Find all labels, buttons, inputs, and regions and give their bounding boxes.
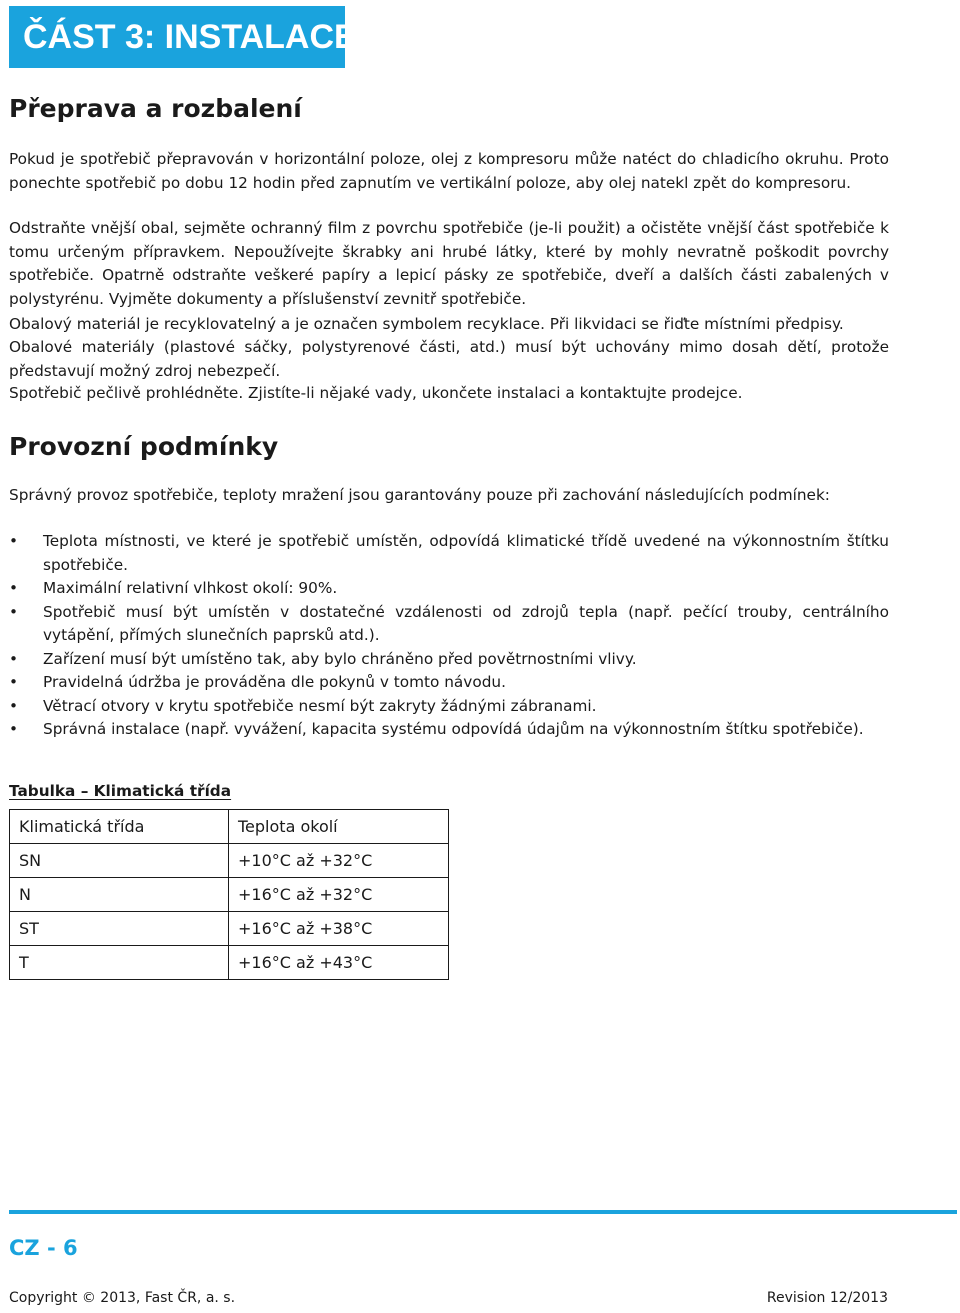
list-item: • Zařízení musí být umístěno tak, aby bylo chráněno před povětrnostními vlivy. <box>9 648 889 672</box>
paragraph-packaging-warning: Obalové materiály (plastové sáčky, polystyrenové části, atd.) musí být uchovány mimo dosah dětí, protože představují možný zdroj nebezpečí. <box>9 338 889 380</box>
conditions-list <box>9 530 889 742</box>
table-title: Tabulka – Klimatická třída <box>9 782 232 800</box>
table-cell: +16°C až +43°C <box>229 946 449 980</box>
table-row <box>10 878 449 912</box>
table-header-row <box>10 810 449 844</box>
table-cell: +10°C až +32°C <box>229 844 449 878</box>
conditions-intro: Správný provoz spotřebiče, teploty mražení jsou garantovány pouze při zachování následujících podmínek: <box>9 486 830 504</box>
table-row <box>10 912 449 946</box>
page-number: CZ - 6 <box>9 1236 78 1260</box>
table-header-cell: Klimatická třída <box>10 810 229 844</box>
list-item: • Spotřebič musí být umístěn v dostatečné vzdálenosti od zdrojů tepla (např. pečící trouby, centrálního vytápění, přímých slunečních paprsků atd.). <box>9 601 889 648</box>
table-cell: N <box>10 878 229 912</box>
table-cell: +16°C až +32°C <box>229 878 449 912</box>
list-item: • Větrací otvory v krytu spotřebiče nesmí být zakryty žádnými zábranami. <box>9 695 889 719</box>
paragraph-transport-oil: Pokud je spotřebič přepravován v horizontální poloze, olej z kompresoru může natéct do chladicího okruhu. Proto ponechte spotřebič po dobu 12 hodin před zapnutím ve vertikální poloze, aby olej natekl zpět do kompresoru. <box>9 150 889 192</box>
paragraph-recycling: Obalový materiál je recyklovatelný a je označen symbolem recyklace. Při likvidaci se řiďte místními předpisy. <box>9 315 844 333</box>
table-cell: +16°C až +38°C <box>229 912 449 946</box>
paragraph-unpacking: Odstraňte vnější obal, sejměte ochranný film z povrchu spotřebiče (je-li použit) a očistěte vnější část spotřebiče k tomu určeným přípravkem. Nepoužívejte škrabky ani hrubé látky, které by mohly nevratně poškodit povrchy spotřebiče. Opatrně odstraňte veškeré papíry a lepicí pásky ze spotřebiče, dveří a dalších části zabalených v polystyrénu. Vyjměte dokumenty a příslušenství zevnitř spotřebiče. <box>9 219 889 308</box>
heading-transport: Přeprava a rozbalení <box>9 94 302 123</box>
copyright-notice: Copyright © 2013, Fast ČR, a. s. <box>9 1290 236 1306</box>
section-banner: ČÁST 3: INSTALACE <box>9 6 345 68</box>
heading-operating-conditions: Provozní podmínky <box>9 432 279 461</box>
table-row <box>10 946 449 980</box>
list-item: • Správná instalace (např. vyvážení, kapacita systému odpovídá údajům na výkonnostním štítku spotřebiče). <box>9 718 889 742</box>
list-item: • Teplota místnosti, ve které je spotřebič umístěn, odpovídá klimatické třídě uvedené na výkonnostním štítku spotřebiče. <box>9 530 889 577</box>
revision-label: Revision 12/2013 <box>766 1290 888 1306</box>
table-cell: ST <box>10 912 229 946</box>
table-header-cell: Teplota okolí <box>229 810 449 844</box>
footer-divider <box>9 1210 957 1214</box>
climate-class-table <box>9 809 449 980</box>
table-cell: T <box>10 946 229 980</box>
table-cell: SN <box>10 844 229 878</box>
table-row <box>10 844 449 878</box>
list-item: • Maximální relativní vlhkost okolí: 90%. <box>9 577 889 601</box>
list-item: • Pravidelná údržba je prováděna dle pokynů v tomto návodu. <box>9 671 889 695</box>
paragraph-inspection: Spotřebič pečlivě prohlédněte. Zjistíte-li nějaké vady, ukončete instalaci a kontaktujte prodejce. <box>9 384 743 402</box>
